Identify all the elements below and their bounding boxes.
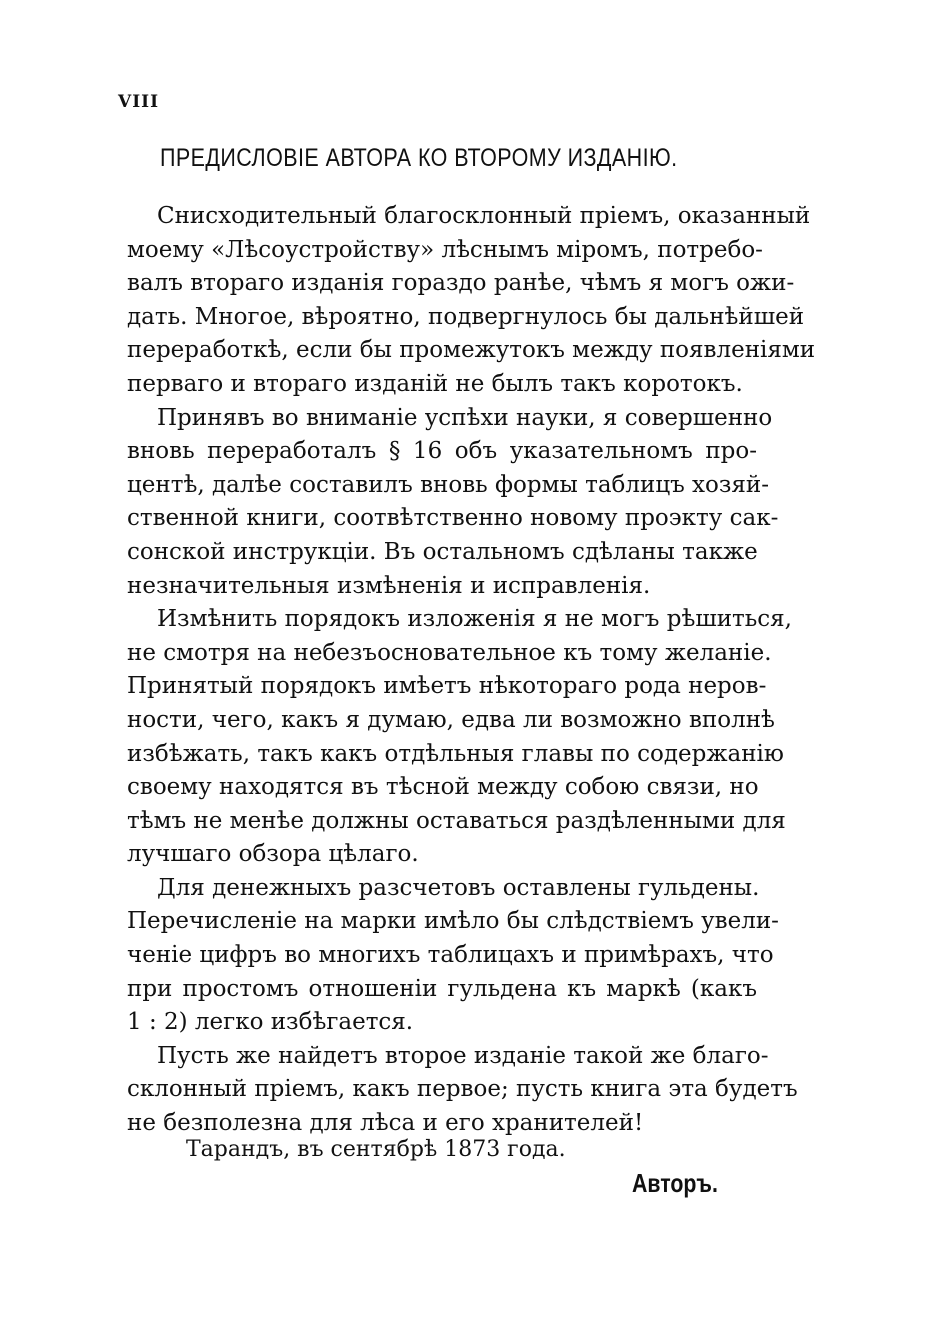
text-line: при простомъ отношеніи гульдена къ маркѣ (какъ (127, 975, 757, 1002)
preface-body (127, 200, 816, 1141)
author-signature: Авторъ. (632, 1168, 718, 1198)
text-line: ности, чего, какъ я думаю, едва ли возможно вполнѣ (127, 706, 775, 733)
text-line: центѣ, далѣе составилъ вновь формы таблицъ хозяй- (127, 471, 770, 498)
text-line: сонской инструкціи. Въ остальномъ сдѣланы также (127, 538, 758, 565)
text-line: моему «Лѣсоустройству» лѣснымъ міромъ, потребо- (127, 236, 763, 263)
text-line: лучшаго обзора цѣлаго. (127, 841, 419, 868)
text-line: Принявъ во вниманіе успѣхи науки, я совершенно (157, 404, 773, 431)
paragraph-1 (127, 200, 816, 402)
text-line: Перечисленіе на марки имѣло бы слѣдствіемъ увели- (127, 908, 779, 935)
text-line: переработкѣ, если бы промежутокъ между появленіями (127, 337, 816, 364)
place-and-date: Тарандъ, въ сентябрѣ 1873 года. (186, 1137, 566, 1162)
text-line: не безполезна для лѣса и его хранителей! (127, 1110, 644, 1137)
text-line: ственной книги, соотвѣтственно новому проэкту сак- (127, 505, 779, 532)
page-number: VIII (118, 92, 160, 112)
text-line: незначительныя измѣненія и исправленія. (127, 572, 651, 599)
paragraph-2 (127, 402, 779, 604)
text-line: склонный пріемъ, какъ первое; пусть книга эта будетъ (127, 1076, 798, 1103)
text-line: тѣмъ не менѣе должны оставаться раздѣленными для (127, 807, 786, 834)
text-line: Измѣнить порядокъ изложенія я не могъ рѣшиться, (157, 606, 792, 633)
text-line: Снисходительный благосклонный пріемъ, оказанный (157, 203, 811, 229)
text-line: дать. Многое, вѣроятно, подвергнулось бы дальнѣйшей (127, 303, 805, 330)
preface-heading: ПРЕДИСЛОВІЕ АВТОРА КО ВТОРОМУ ИЗДАНІЮ. (160, 144, 678, 172)
paragraph-3 (127, 603, 792, 872)
text-line: Пусть же найдетъ второе изданіе такой же благо- (157, 1042, 769, 1069)
paragraph-4 (127, 872, 779, 1040)
text-line: не смотря на небезъосновательное къ тому желаніе. (127, 639, 772, 666)
text-line: 1 : 2) легко избѣгается. (127, 1009, 414, 1036)
text-line: Принятый порядокъ имѣетъ нѣкотораго рода неров- (127, 673, 767, 700)
text-line: Для денежныхъ разсчетовъ оставлены гульдены. (157, 874, 760, 901)
text-line: вновь переработалъ § 16 объ указательномъ про- (127, 438, 757, 465)
text-line: ченіе цифръ во многихъ таблицахъ и примѣрахъ, что (127, 942, 774, 969)
text-line: перваго и втораго изданій не былъ такъ коротокъ. (127, 370, 743, 397)
text-line: избѣжать, такъ какъ отдѣльныя главы по содержанію (127, 740, 784, 767)
text-line: валъ втораго изданія гораздо ранѣе, чѣмъ я могъ ожи- (127, 270, 795, 297)
paragraph-5 (127, 1040, 798, 1141)
text-line: своему находятся въ тѣсной между собою связи, но (127, 774, 759, 801)
